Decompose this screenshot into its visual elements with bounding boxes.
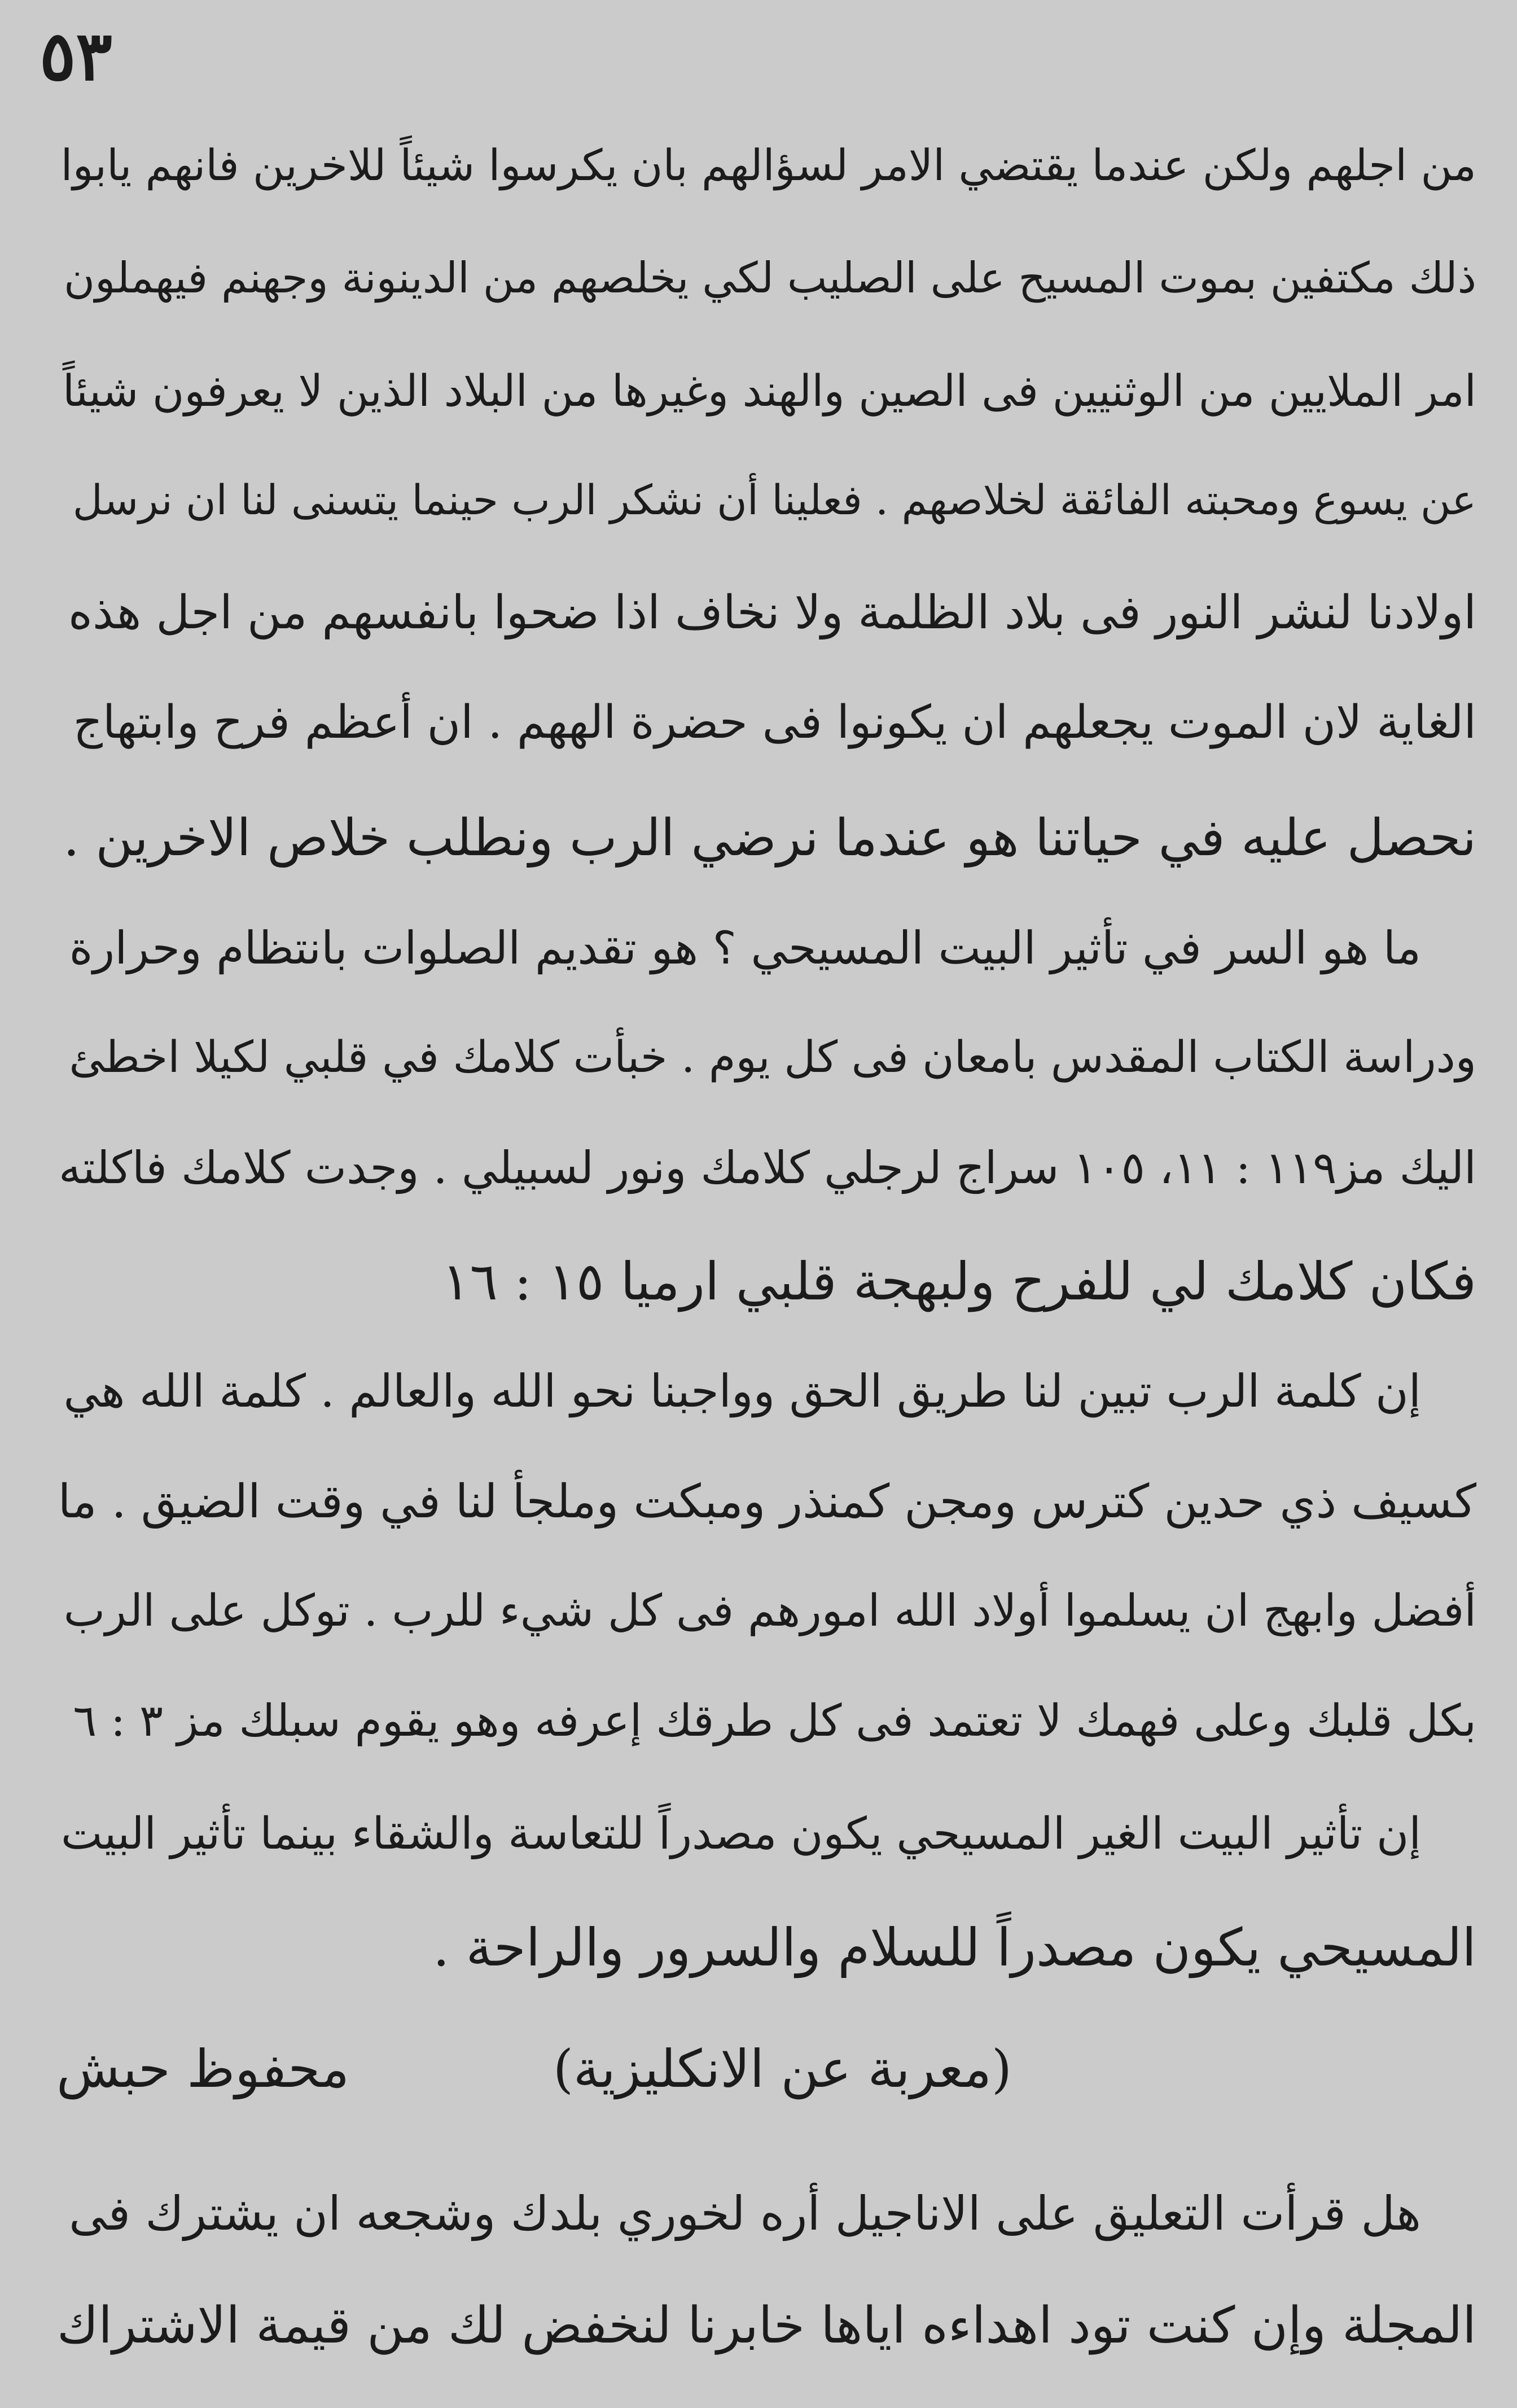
paragraph-1-line-2: ذلك مكتفين بموت المسيح على الصليب لكي يخلصهم من الدينونة وجهنم فيهملون bbox=[64, 253, 1476, 303]
author-signature: محفوظ حبش bbox=[56, 2039, 349, 2099]
paragraph-3-line-1: إن كلمة الرب تبين لنا طريق الحق وواجبنا نحو الله والعالم . كلمة الله هي bbox=[63, 1365, 1421, 1417]
paragraph-2-line-2: ودراسة الكتاب المقدس بامعان فى كل يوم . خبأت كلامك في قلبي لكيلا اخطئ bbox=[69, 1032, 1476, 1083]
paragraph-3-line-3: أفضل وابهج ان يسلموا أولاد الله امورهم فى كل شيء للرب . توكل على الرب bbox=[63, 1586, 1476, 1636]
paragraph-3-line-4: بكل قلبك وعلى فهمك لا تعتمد فى كل طرقك إعرفه وهو يقوم سبلك مز ٣ : ٦ bbox=[73, 1696, 1476, 1746]
paragraph-1-line-7: نحصل عليه في حياتنا هو عندما نرضي الرب ونطلب خلاص الاخرين . bbox=[63, 808, 1476, 868]
paragraph-1-line-3: امر الملايين من الوثنيين فى الصين والهند وغيرها من البلاد الذين لا يعرفون شيئاً bbox=[62, 366, 1476, 417]
paragraph-2-line-3: اليك مز١١٩ : ١١، ١٠٥ سراج لرجلي كلامك ونور لسبيلي . وجدت كلامك فاكلته bbox=[59, 1142, 1476, 1194]
paragraph-1-line-4: عن يسوع ومحبته الفائقة لخلاصهم . فعلينا أن نشكر الرب حينما يتسنى لنا ان نرسل bbox=[72, 476, 1476, 524]
translation-note: (معربة عن الانكليزية) bbox=[553, 2039, 1012, 2099]
paragraph-4-line-2: المسيحي يكون مصدراً للسلام والسرور والراحة . bbox=[433, 1917, 1476, 1978]
page-number: ٥٣ bbox=[40, 16, 112, 96]
paragraph-1-line-1: من اجلهم ولكن عندما يقتضي الامر لسؤالهم بان يكرسوا شيئاً للاخرين فانهم يابوا bbox=[60, 140, 1476, 190]
paragraph-1-line-5: اولادنا لنشر النور فى بلاد الظلمة ولا نخاف اذا ضحوا بانفسهم من اجل هذه bbox=[68, 586, 1476, 640]
notice-line-1: هل قرأت التعليق على الاناجيل أره لخوري بلدك وشجعه ان يشترك فى bbox=[69, 2186, 1421, 2241]
paragraph-3-line-2: كسيف ذي حدين كترس ومجن كمنذر ومبكت وملجأ لنا في وقت الضيق . ما bbox=[58, 1475, 1476, 1529]
paragraph-4-line-1: إن تأثير البيت الغير المسيحي يكون مصدراً للتعاسة والشقاء بينما تأثير البيت bbox=[60, 1809, 1421, 1859]
notice-line-2: المجلة وإن كنت تود اهداءه اياها خابرنا لنخفض لك من قيمة الاشتراك bbox=[56, 2296, 1476, 2354]
paragraph-2-line-4: فكان كلامك لي للفرح ولبهجة قلبي ارميا ١٥ : ١٦ bbox=[442, 1251, 1476, 1312]
paragraph-2-line-1: ما هو السر في تأثير البيت المسيحي ؟ هو تقديم الصلوات بانتظام وحرارة bbox=[69, 922, 1421, 974]
paragraph-1-line-6: الغاية لان الموت يجعلهم ان يكونوا فى حضرة الههم . ان أعظم فرح وابتهاج bbox=[73, 696, 1476, 749]
